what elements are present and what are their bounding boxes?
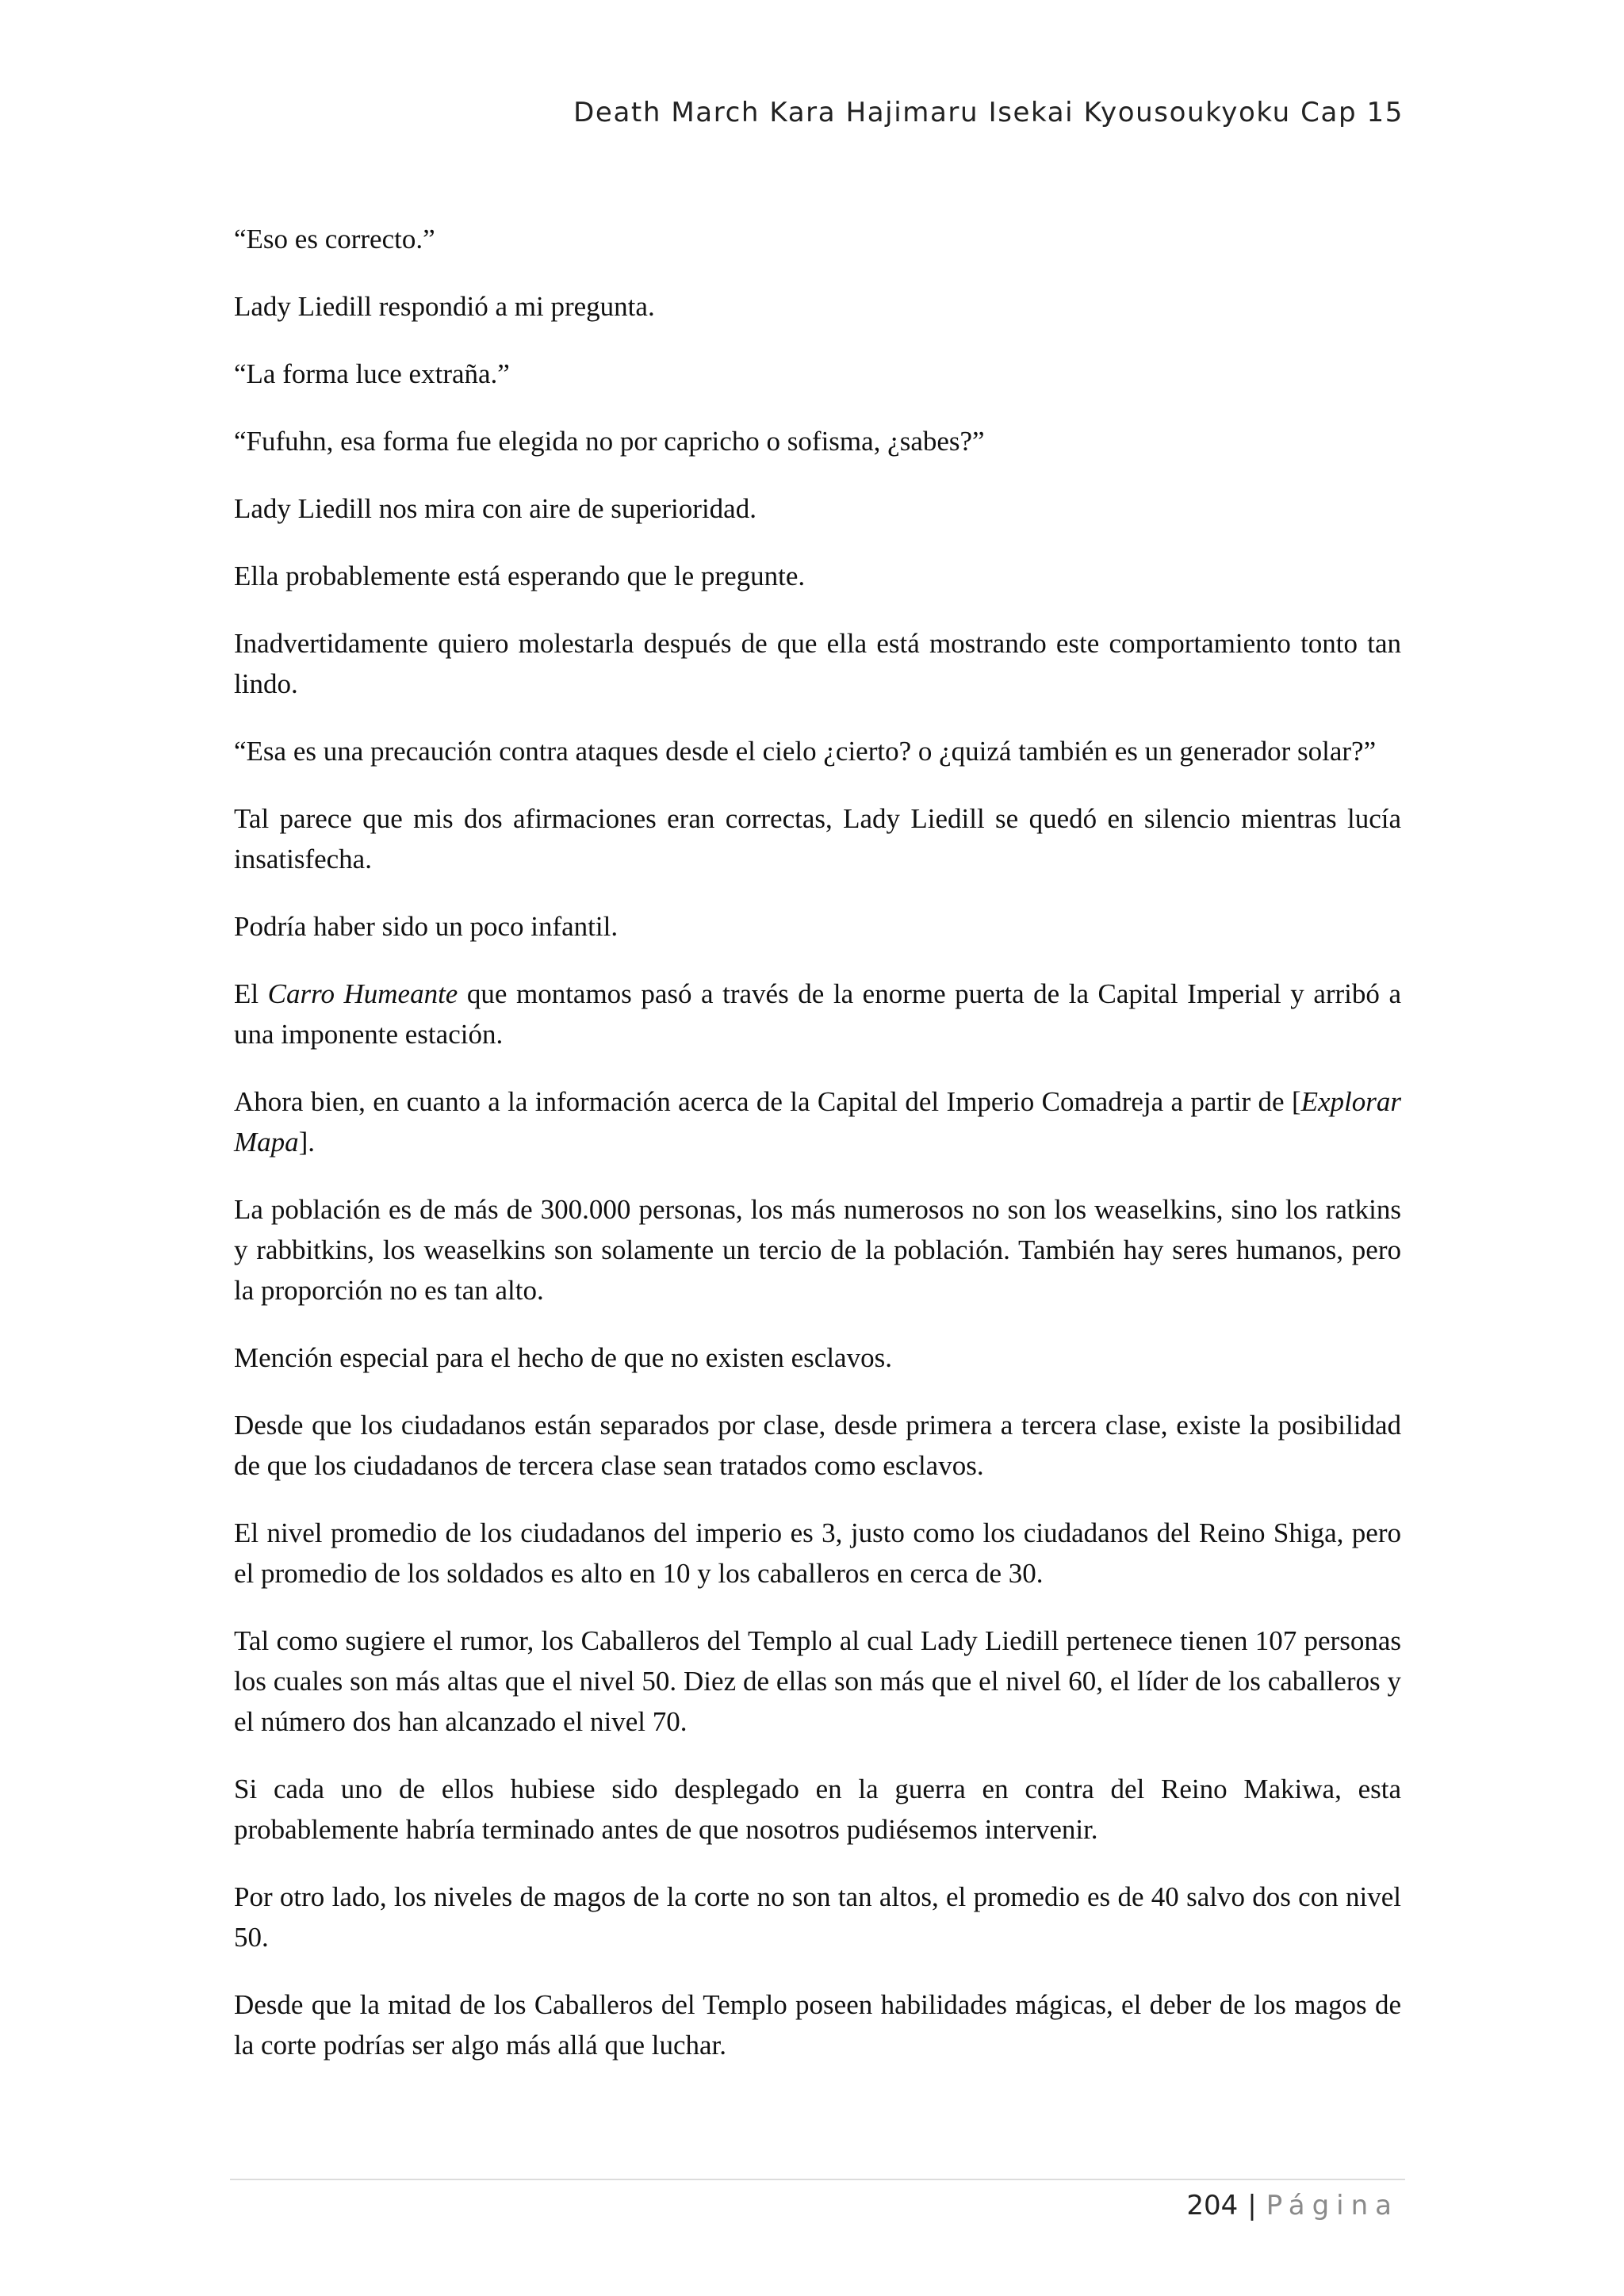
paragraph-text: El (234, 978, 268, 1009)
page-footer (1186, 2190, 1399, 2221)
paragraph: Mención especial para el hecho de que no existen esclavos. (234, 1342, 892, 1373)
page-number: 204 (1186, 2190, 1239, 2221)
page-label: Página (1266, 2190, 1399, 2221)
italic-term: Explorar Mapa (234, 1086, 1401, 1158)
paragraph: Lady Liedill nos mira con aire de superioridad. (234, 493, 756, 524)
paragraph: Por otro lado, los niveles de magos de la corte no son tan altos, el promedio es de 40 salvo dos con nivel 50. (234, 1881, 1401, 1953)
running-header: Death March Kara Hajimaru Isekai Kyousoukyoku Cap 15 (573, 97, 1404, 128)
paragraph: Desde que los ciudadanos están separados por clase, desde primera a tercera clase, existe la posibilidad de que los ciudadanos de tercera clase sean tratados como esclavos. (234, 1410, 1401, 1481)
paragraph (234, 1081, 1401, 1162)
paragraph (234, 974, 1401, 1054)
paragraph: “Esa es una precaución contra ataques desde el cielo ¿cierto? o ¿quizá también es un generador solar?” (234, 736, 1377, 767)
paragraph: Podría haber sido un poco infantil. (234, 911, 619, 942)
paragraph: El nivel promedio de los ciudadanos del imperio es 3, justo como los ciudadanos del Reino Shiga, pero el promedio de los soldados es alto en 10 y los caballeros en cerca de 30. (234, 1517, 1401, 1589)
footer-divider (230, 2179, 1405, 2180)
paragraph: Desde que la mitad de los Caballeros del Templo poseen habilidades mágicas, el deber de los magos de la corte podrías ser algo más allá que luchar. (234, 1989, 1401, 2061)
paragraph: Si cada uno de ellos hubiese sido desplegado en la guerra en contra del Reino Makiwa, esta probablemente habría terminado antes de que nosotros pudiésemos intervenir. (234, 1774, 1401, 1845)
paragraph: Lady Liedill respondió a mi pregunta. (234, 291, 655, 322)
paragraph: “La forma luce extraña.” (234, 358, 510, 389)
italic-term: Carro Humeante (267, 978, 458, 1009)
paragraph: Tal parece que mis dos afirmaciones eran correctas, Lady Liedill se quedó en silencio mientras lucía insatisfecha. (234, 803, 1401, 874)
footer-separator: | (1247, 2190, 1257, 2221)
paragraph-text: Ahora bien, en cuanto a la información acerca de la Capital del Imperio Comadreja a partir de [ (234, 1086, 1301, 1117)
body-text (234, 219, 1401, 2092)
paragraph: “Fufuhn, esa forma fue elegida no por capricho o sofisma, ¿sabes?” (234, 426, 985, 457)
paragraph: Inadvertidamente quiero molestarla después de que ella está mostrando este comportamiento tonto tan lindo. (234, 628, 1401, 699)
paragraph-text: que montamos pasó a través de la enorme puerta de la Capital Imperial y arribó a una imponente estación. (234, 978, 1401, 1050)
paragraph: Tal como sugiere el rumor, los Caballeros del Templo al cual Lady Liedill pertenece tienen 107 personas los cuales son más altas que el nivel 50. Diez de ellas son más que el nivel 60, el líder de los caballeros y el número dos han alcanzado el nivel 70. (234, 1625, 1401, 1737)
paragraph: Ella probablemente está esperando que le pregunte. (234, 561, 806, 591)
paragraph: “Eso es correcto.” (234, 224, 435, 254)
paragraph: La población es de más de 300.000 personas, los más numerosos no son los weaselkins, sino los ratkins y rabbitkins, los weaselkins son solamente un tercio de la población. También hay seres humanos, pero la proporción no es tan alto. (234, 1194, 1401, 1306)
paragraph-text: ]. (298, 1127, 316, 1158)
